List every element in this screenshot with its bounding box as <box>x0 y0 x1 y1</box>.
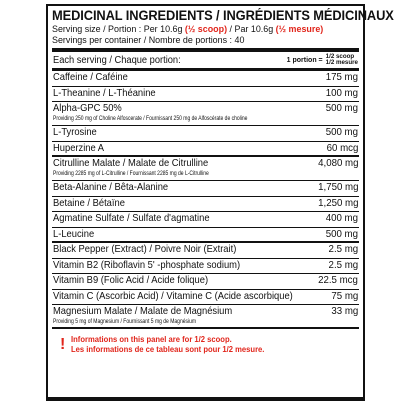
ingredient-name: Citrulline Malate / Malate de Citrulline <box>53 158 209 169</box>
exclamation-icon: ! <box>60 335 66 353</box>
ingredient-name: Vitamin C (Ascorbic Acid) / Vitamine C (Acide ascorbique) <box>53 290 293 302</box>
ingredient-name: L-Tyrosine <box>53 127 97 138</box>
ingredient-row <box>52 290 359 306</box>
ingredient-amount: 500 mg <box>325 127 358 138</box>
ingredient-amount: 1,250 mg <box>317 197 358 209</box>
serving-size-scoop: (½ scoop) <box>184 24 228 35</box>
ingredient-row <box>52 181 359 197</box>
panel-title: MEDICINAL INGREDIENTS / INGRÉDIENTS MÉDICINAUX <box>52 8 394 23</box>
ingredient-name: Magnesium Malate / Malate de Magnésium <box>53 306 233 317</box>
ingredient-amount: 175 mg <box>325 72 358 83</box>
notice-line-english: Informations on this panel are for 1/2 scoop. <box>71 334 233 344</box>
ingredient-amount: 2.5 mg <box>328 259 358 271</box>
notice-line-french: Les informations de ce tableau sont pour 1/2 mesure. <box>71 343 265 354</box>
ingredient-note: Providing 5 mg of Magnesium / Fournissant 5 mg de Magnésium <box>53 318 197 325</box>
ingredient-row <box>52 228 359 244</box>
ingredient-amount: 400 mg <box>325 213 358 224</box>
ingredient-amount: 100 mg <box>325 87 358 99</box>
portion-fraction <box>326 54 358 67</box>
ingredient-name: Vitamin B9 (Folic Acid / Acide folique) <box>53 275 209 286</box>
ingredient-note: Providing 2285 mg of L-Citrulline / Fournissant 2285 mg de L-Citrulline <box>53 170 209 177</box>
ingredient-note: Providing 250 mg of Choline Alfoscerate / Fournissant 250 mg de Alfoscérate de choline <box>53 115 248 122</box>
ingredient-name: Alpha-GPC 50% <box>53 103 122 114</box>
serving-size-line <box>52 24 338 35</box>
ingredient-amount: 4,080 mg <box>317 158 358 169</box>
ingredient-amount: 500 mg <box>325 103 358 114</box>
ingredient-name-block <box>53 103 282 122</box>
ingredient-row <box>52 274 359 290</box>
ingredient-row <box>52 197 359 213</box>
ingredient-name-block <box>53 158 236 177</box>
ingredient-row <box>52 71 359 87</box>
supplement-facts-panel <box>46 4 394 401</box>
portion-equivalence <box>287 54 358 67</box>
ingredient-name: Betaine / Bétaïne <box>53 197 125 209</box>
serving-size-mid: / Par 10.6g <box>227 24 276 35</box>
serving-size-prefix: Serving size / Portion : Per 10.6g <box>52 24 185 35</box>
ingredient-row <box>52 243 359 259</box>
ingredient-name: Huperzine A <box>53 142 105 154</box>
ingredient-row <box>52 157 359 181</box>
bottom-divider <box>48 397 363 399</box>
ingredient-name: Agmatine Sulfate / Sulfate d'agmatine <box>53 213 210 224</box>
notice-text <box>71 335 281 354</box>
ingredient-row <box>52 212 359 228</box>
portion-scoop: 1/2 scoop <box>325 52 355 60</box>
each-serving-label: Each serving / Chaque portion: <box>53 54 181 66</box>
ingredient-name-block <box>53 306 232 325</box>
ingredient-amount: 75 mg <box>331 290 358 302</box>
each-serving-row <box>52 52 359 71</box>
portion-mesure: 1/2 mesure <box>325 59 358 66</box>
ingredient-row <box>52 259 359 275</box>
ingredient-name: Vitamin B2 (Riboflavin 5' -phosphate sodium) <box>53 259 241 271</box>
ingredient-amount: 2.5 mg <box>328 244 358 255</box>
ingredient-name: Caffeine / Caféine <box>53 72 128 83</box>
ingredient-row <box>52 102 359 126</box>
serving-size-mesure: (½ mesure) <box>275 24 324 35</box>
portion-label: 1 portion = <box>286 56 323 64</box>
ingredient-name: L-Leucine <box>53 228 95 240</box>
ingredient-amount: 1,750 mg <box>317 182 358 193</box>
ingredient-row <box>52 87 359 103</box>
ingredient-row <box>52 126 359 142</box>
ingredient-name: L-Theanine / L-Théanine <box>53 87 156 99</box>
ingredient-amount: 33 mg <box>331 306 358 317</box>
ingredient-amount: 500 mg <box>325 228 358 240</box>
ingredient-name: Beta-Alanine / Bêta-Alanine <box>53 182 169 193</box>
servings-per-container: Servings per container / Nombre de portions : 40 <box>52 35 245 46</box>
ingredient-amount: 22.5 mcg <box>318 275 358 286</box>
notice-block <box>52 329 359 354</box>
ingredient-name: Black Pepper (Extract) / Poivre Noir (Extrait) <box>53 244 237 255</box>
ingredient-row <box>52 142 359 158</box>
ingredient-row <box>52 305 359 329</box>
ingredient-amount: 60 mcg <box>326 142 358 154</box>
